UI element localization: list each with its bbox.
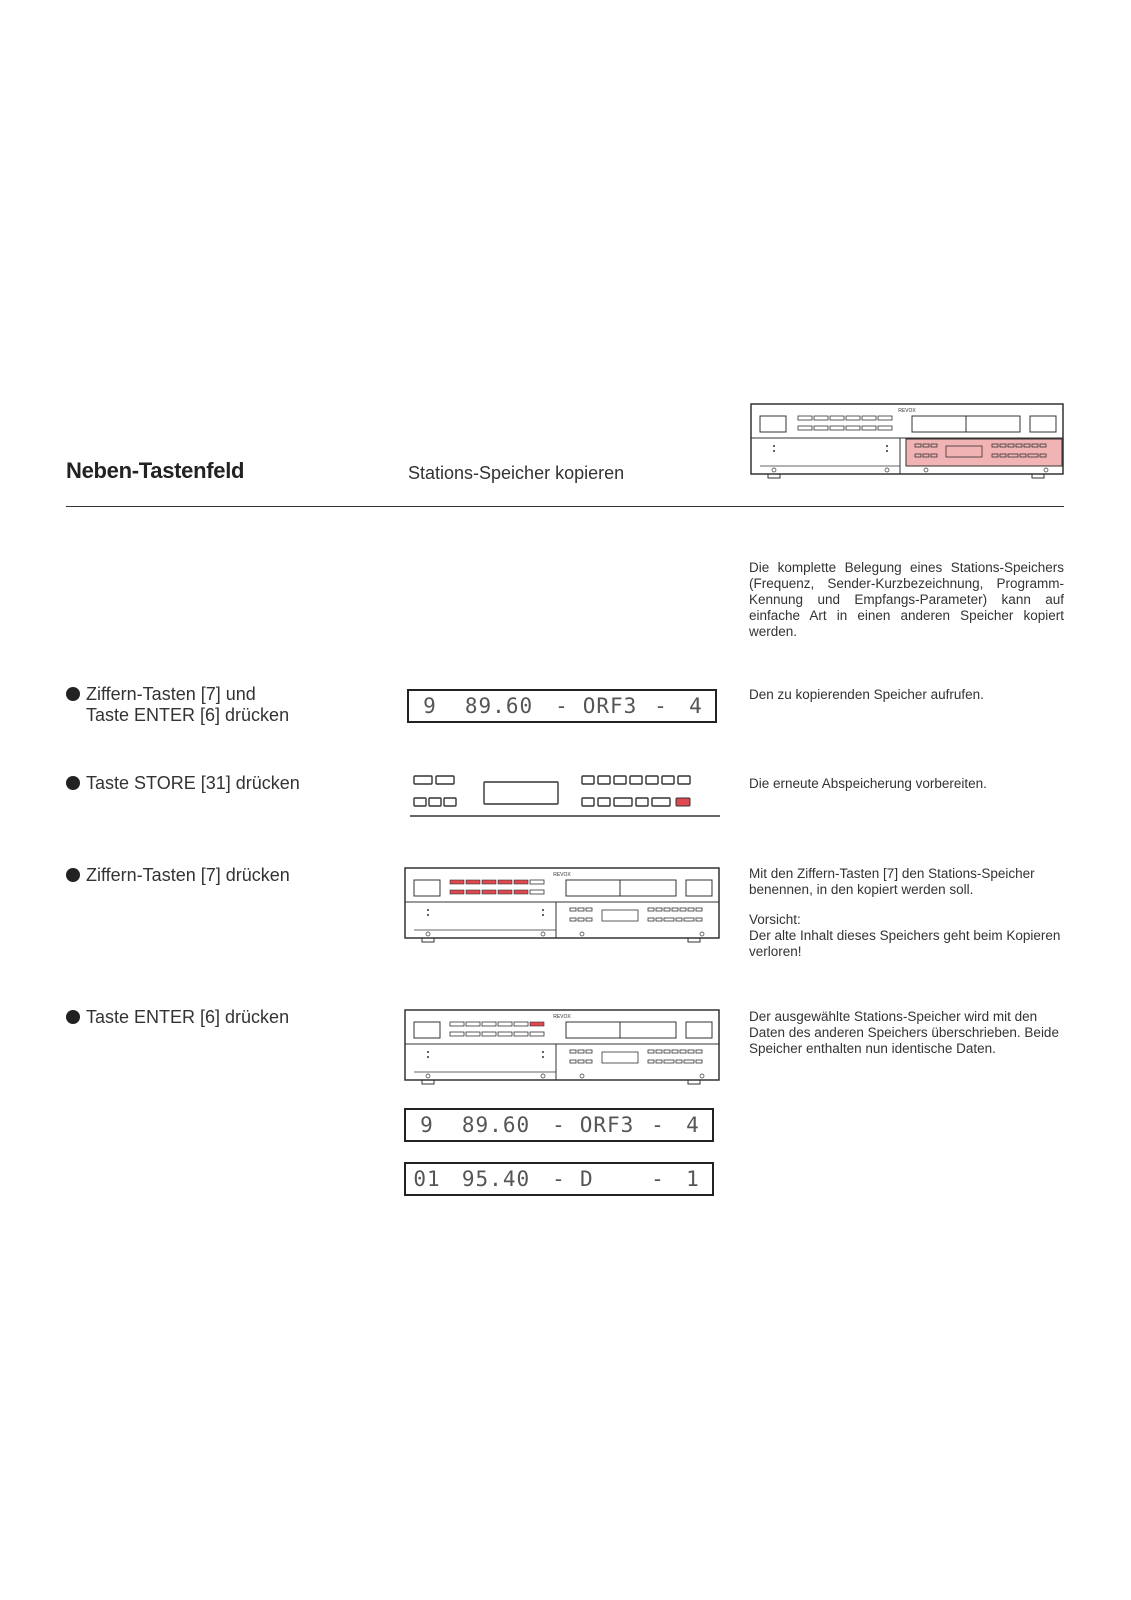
device-enter-key-illustration bbox=[404, 1008, 720, 1086]
step-4-description: Der ausgewählte Stations-Speicher wird mit den Daten des anderen Speichers überschrieben. Beide Speicher enthalten nun identische Daten. bbox=[749, 1009, 1059, 1056]
display-frequency: 95.40 bbox=[461, 1167, 531, 1191]
display-separator: - bbox=[654, 694, 668, 718]
display-station-name: ORF3 bbox=[582, 694, 638, 718]
step-3-line1: Ziffern-Tasten [7] drücken bbox=[86, 865, 290, 885]
display-frequency: 89.60 bbox=[464, 694, 534, 718]
device-overview-illustration bbox=[750, 402, 1064, 482]
keypad-store-illustration bbox=[410, 772, 722, 820]
step-3-instruction bbox=[66, 865, 290, 886]
store-key-icon bbox=[676, 798, 690, 806]
display-station-name: D bbox=[580, 1167, 594, 1191]
caution-label: Vorsicht: bbox=[749, 912, 801, 927]
step-4-line1: Taste ENTER [6] drücken bbox=[86, 1007, 290, 1027]
device-brand-label: REVOX bbox=[553, 872, 571, 878]
enter-key-icon bbox=[530, 1022, 544, 1026]
display-separator: - bbox=[651, 1113, 665, 1137]
step-3-text: Mit den Ziffern-Tasten [7] den Stations-Speicher benennen, in den kopiert werden soll. bbox=[749, 866, 1035, 897]
display-program-type: 4 bbox=[689, 694, 703, 718]
display-program-type: 1 bbox=[686, 1167, 700, 1191]
display-memory: 01 bbox=[413, 1167, 441, 1191]
display-separator: - bbox=[651, 1167, 665, 1191]
device-brand-label: REVOX bbox=[898, 408, 916, 414]
device-digit-keys-illustration bbox=[404, 866, 720, 944]
step-2-description: Die erneute Abspeicherung vorbereiten. bbox=[749, 776, 987, 791]
step-2-line1: Taste STORE [31] drücken bbox=[86, 773, 300, 793]
display-separator: - bbox=[552, 1167, 566, 1191]
step-1-line2: Taste ENTER [6] drücken bbox=[86, 705, 290, 725]
display-frequency: 89.60 bbox=[461, 1113, 531, 1137]
device-brand-label: REVOX bbox=[553, 1014, 571, 1020]
step-1-line1: Ziffern-Tasten [7] und bbox=[86, 684, 256, 704]
display-result-2 bbox=[404, 1162, 714, 1196]
step-1-instruction bbox=[66, 684, 289, 726]
display-memory: 9 bbox=[420, 1113, 434, 1137]
bullet-icon bbox=[66, 687, 80, 701]
intro-paragraph: Die komplette Belegung eines Stations-Speichers (Frequenz, Sender-Kurzbezeichnung, Programm-Kennung und Empfangs-Parameter) kann auf einfache Art in einen anderen Speicher kopiert werden. bbox=[749, 560, 1064, 639]
bullet-icon bbox=[66, 776, 80, 790]
step-4-instruction bbox=[66, 1007, 289, 1028]
display-separator: - bbox=[552, 1113, 566, 1137]
display-memory: 9 bbox=[423, 694, 437, 718]
bullet-icon bbox=[66, 868, 80, 882]
caution-text: Der alte Inhalt dieses Speichers geht beim Kopieren verloren! bbox=[749, 928, 1061, 959]
page-title: Neben-Tastenfeld bbox=[66, 458, 245, 483]
display-program-type: 4 bbox=[686, 1113, 700, 1137]
header-divider bbox=[66, 506, 1064, 507]
step-3-description bbox=[749, 866, 1065, 960]
step-1-description: Den zu kopierenden Speicher aufrufen. bbox=[749, 687, 984, 702]
display-step-1 bbox=[407, 689, 717, 723]
step-2-instruction bbox=[66, 773, 300, 794]
display-separator: - bbox=[555, 694, 569, 718]
bullet-icon bbox=[66, 1010, 80, 1024]
display-result-1 bbox=[404, 1108, 714, 1142]
section-subtitle: Stations-Speicher kopieren bbox=[408, 463, 625, 483]
display-station-name: ORF3 bbox=[579, 1113, 635, 1137]
